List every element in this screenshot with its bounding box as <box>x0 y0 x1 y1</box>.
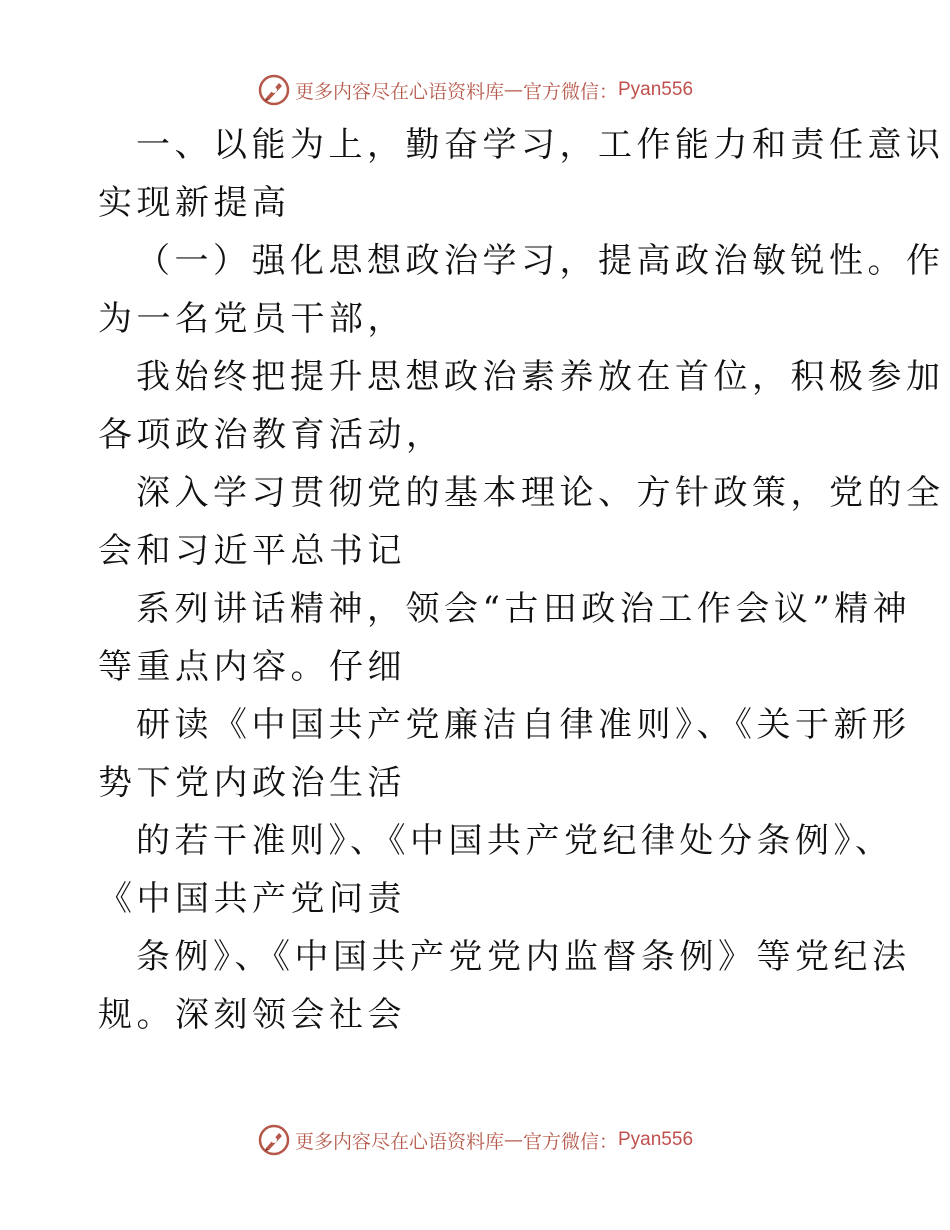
body-line: 规。深刻领会社会 <box>98 995 406 1035</box>
body-line: 各项政治教育活动， <box>98 415 445 455</box>
body-line: 一、以能为上，勤奋学习，工作能力和责任意识 <box>136 125 945 165</box>
body-line: 实现新提高 <box>98 183 291 223</box>
footer-banner <box>0 1120 950 1160</box>
body-line: 研读《中国共产党廉洁自律准则》、《关于新形 <box>136 705 911 745</box>
header-wechat-label: 官方微信： <box>522 80 618 103</box>
pen-circle-logo-icon <box>257 73 291 107</box>
body-line: 深入学习贯彻党的基本理论、方针政策，党的全 <box>136 473 945 513</box>
footer-dash: — <box>503 1129 523 1151</box>
body-line: 条例》、《中国共产党党内监督条例》等党纪法 <box>136 937 911 977</box>
document-body <box>98 116 945 1044</box>
body-line: 为一名党员干部， <box>98 299 406 339</box>
pen-circle-logo-icon <box>257 1123 291 1157</box>
body-line: 系列讲话精神，领会“古田政治工作会议”精神 <box>136 589 912 629</box>
body-line: （一）强化思想政治学习，提高政治敏锐性。作 <box>136 241 945 281</box>
header-banner <box>0 70 950 110</box>
footer-wechat-id: Pyan556 <box>618 1129 694 1150</box>
body-line: 《中国共产党问责 <box>98 879 406 919</box>
body-line: 会和习近平总书记 <box>98 531 406 571</box>
body-line: 的若干准则》、《中国共产党纪律处分条例》、 <box>136 821 894 861</box>
header-site-text: 更多内容尽在心语资料库 <box>294 80 504 103</box>
header-dash: — <box>503 79 523 101</box>
body-line: 等重点内容。仔细 <box>98 647 406 687</box>
body-line: 势下党内政治生活 <box>98 763 406 803</box>
body-line: 我始终把提升思想政治素养放在首位，积极参加 <box>136 357 945 397</box>
header-wechat-id: Pyan556 <box>618 79 694 100</box>
footer-wechat-label: 官方微信： <box>522 1130 618 1153</box>
footer-site-text: 更多内容尽在心语资料库 <box>294 1130 504 1153</box>
